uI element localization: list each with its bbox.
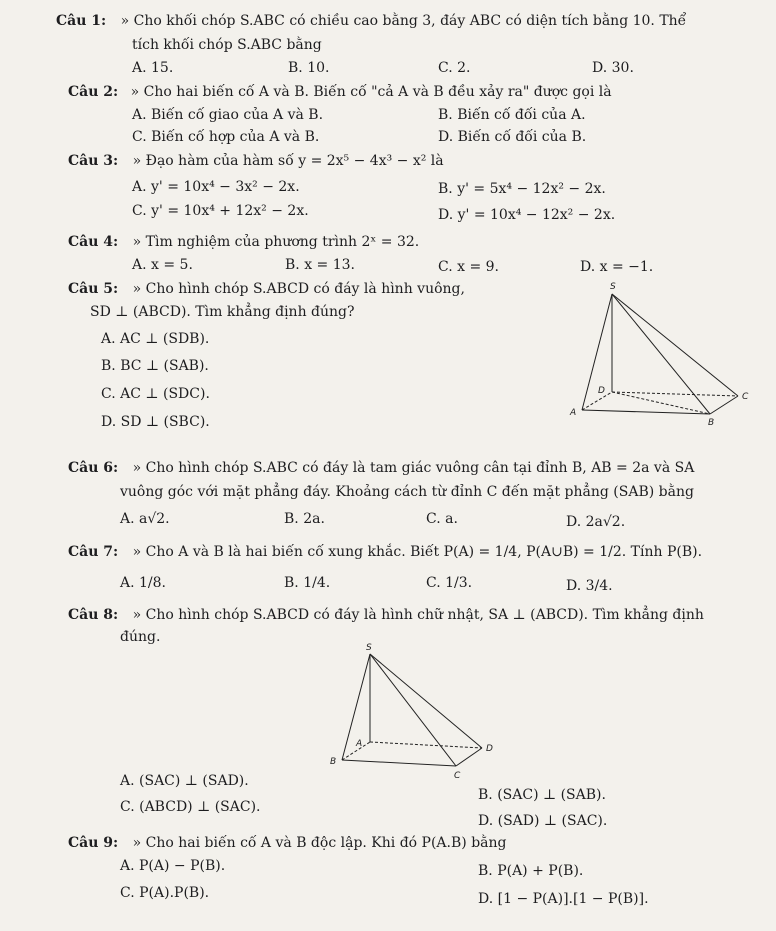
question-text: » Cho hai biến cố A và B. Biến cố "cả A và B đều xảy ra" được gọi là [130,84,612,100]
option-d: D. 30. [592,60,634,76]
option-b: B. x = 13. [285,257,355,273]
option-c: C. 1/3. [426,575,473,591]
option-c: C. a. [426,511,458,527]
option-b: B. BC ⊥ (SAB). [101,358,209,374]
question-text-cont: vuông góc với mặt phẳng đáy. Khoảng cách từ đỉnh C đến mặt phẳng (SAB) bằng [120,484,694,500]
option-b: B. P(A) + P(B). [478,863,584,879]
option-c: C. (ABCD) ⊥ (SAC). [120,799,261,815]
option-c: C. y' = 10x⁴ + 12x² − 2x. [132,203,309,219]
vertex-label-a: A [356,739,363,749]
question-5 [68,280,465,298]
question-text: » Cho hai biến cố A và B độc lập. Khi đó P(A.B) bằng [132,835,507,851]
option-d: D. x = −1. [580,259,654,275]
question-3 [68,152,444,170]
question-label: Câu 5: [68,281,119,297]
question-text: » Cho hình chóp S.ABCD có đáy là hình chữ nhật, SA ⊥ (ABCD). Tìm khẳng định [132,607,704,623]
option-a: A. 1/8. [120,575,166,591]
question-text-cont: đúng. [120,629,161,645]
vertex-label-d: D [598,386,605,396]
question-label: Câu 9: [68,835,119,851]
question-label: Câu 8: [68,607,119,623]
option-c: C. P(A).P(B). [120,885,210,901]
question-text: » Cho hình chóp S.ABC có đáy là tam giác vuông cân tại đỉnh B, AB = 2a và SA [132,460,695,476]
option-d: D. 3/4. [566,578,613,594]
option-d: D. [1 − P(A)].[1 − P(B)]. [478,891,649,907]
option-a: A. y' = 10x⁴ − 3x² − 2x. [132,179,300,195]
option-d: D. SD ⊥ (SBC). [101,414,210,430]
option-d: D. Biến cố đối của B. [438,129,587,145]
question-2 [68,83,612,101]
option-b: B. 10. [288,60,330,76]
option-a: A. Biến cố giao của A và B. [132,107,324,123]
question-1 [56,12,686,30]
question-4 [68,233,419,251]
option-a: A. a√2. [120,511,170,527]
option-c: C. x = 9. [438,259,499,275]
vertex-label-c: C [742,392,749,402]
option-a: A. (SAC) ⊥ (SAD). [120,773,249,789]
vertex-label-b: B [708,418,715,428]
question-label: Câu 1: [56,13,107,29]
option-a: A. 15. [132,60,174,76]
question-text: » Cho A và B là hai biến cố xung khắc. Biết P(A) = 1/4, P(A∪B) = 1/2. Tính P(B). [132,544,703,560]
vertex-label-a: A [570,408,577,418]
question-text: » Tìm nghiệm của phương trình 2ˣ = 32. [132,234,420,250]
question-text: » Đạo hàm của hàm số y = 2x⁵ − 4x³ − x² là [132,153,444,169]
question-label: Câu 6: [68,460,119,476]
option-c: C. Biến cố hợp của A và B. [132,129,320,145]
question-text-cont: SD ⊥ (ABCD). Tìm khẳng định đúng? [90,304,355,320]
option-d: D. 2a√2. [566,514,626,530]
option-a: A. P(A) − P(B). [120,858,226,874]
option-b: B. y' = 5x⁴ − 12x² − 2x. [438,181,606,197]
option-a: A. x = 5. [132,257,193,273]
option-a: A. AC ⊥ (SDB). [101,331,210,347]
question-8 [68,606,704,624]
vertex-label-s: S [366,643,372,653]
question-7 [68,543,702,561]
pyramid-figure-1 [560,280,760,430]
option-d: D. (SAD) ⊥ (SAC). [478,813,608,829]
pyramid-figure-2 [320,642,510,782]
question-text: » Cho hình chóp S.ABCD có đáy là hình vuông, [132,281,465,297]
option-b: B. Biến cố đối của A. [438,107,586,123]
option-b: B. 2a. [284,511,325,527]
question-6 [68,459,694,477]
option-b: B. (SAC) ⊥ (SAB). [478,787,606,803]
vertex-label-d: D [486,744,493,754]
option-b: B. 1/4. [284,575,331,591]
question-text: » Cho khối chóp S.ABC có chiều cao bằng 3, đáy ABC có diện tích bằng 10. Thể [120,13,687,29]
question-label: Câu 4: [68,234,119,250]
vertex-label-s: S [610,282,616,292]
question-label: Câu 2: [68,84,119,100]
question-9 [68,834,506,852]
question-text-cont: tích khối chóp S.ABC bằng [132,37,322,53]
question-label: Câu 3: [68,153,119,169]
option-d: D. y' = 10x⁴ − 12x² − 2x. [438,207,616,223]
question-label: Câu 7: [68,544,119,560]
vertex-label-b: B [330,757,337,767]
option-c: C. AC ⊥ (SDC). [101,386,210,402]
option-c: C. 2. [438,60,471,76]
vertex-label-c: C [454,771,461,781]
